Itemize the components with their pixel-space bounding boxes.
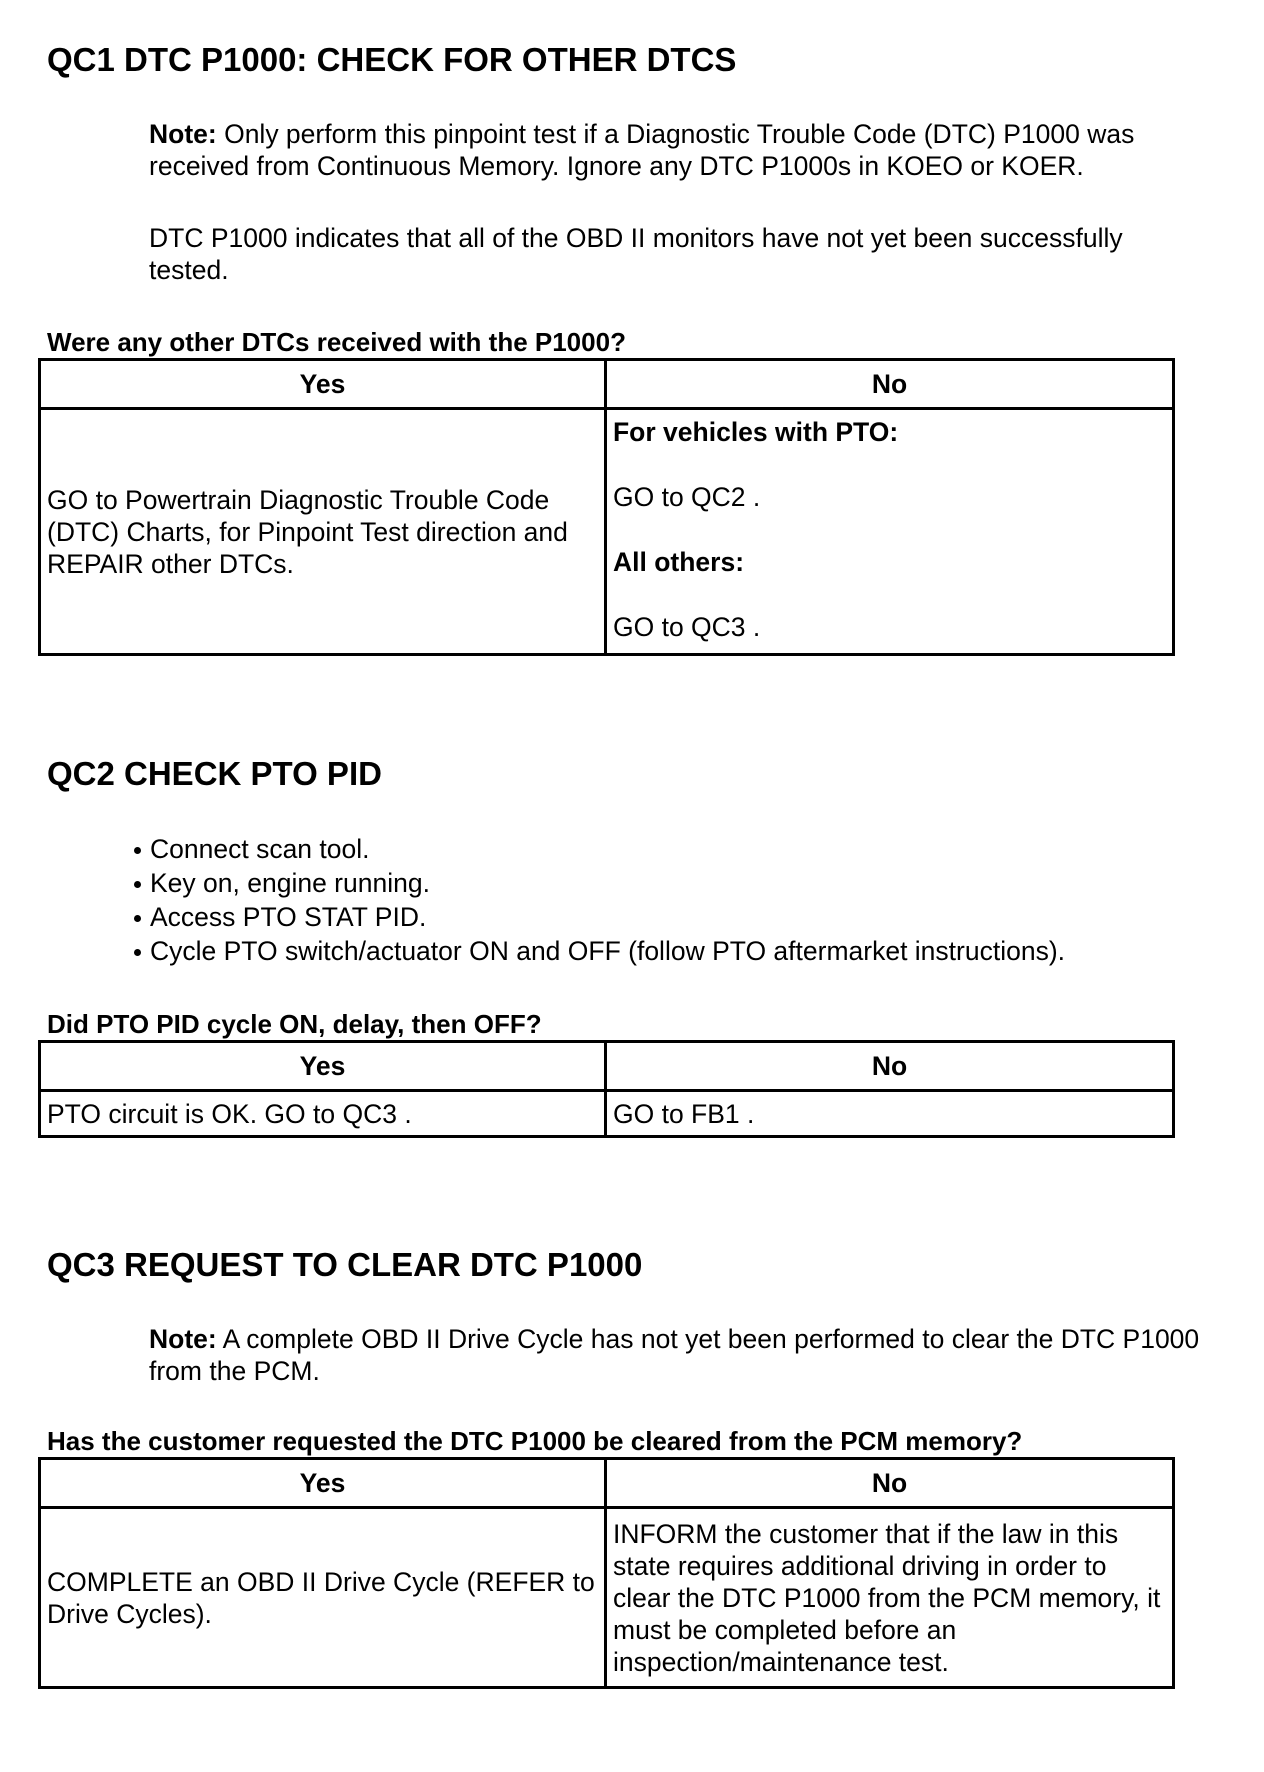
qc2-question: Did PTO PID cycle ON, delay, then OFF? [47, 1009, 542, 1039]
qc2-heading: QC2 CHECK PTO PID [47, 755, 382, 792]
qc2-bullet-list [130, 832, 1065, 968]
qc3-note-text: A complete OBD II Drive Cycle has not yet been performed to clear the DTC P1000 from the PCM. [149, 1324, 1200, 1386]
qc1-yes-header: Yes [40, 360, 606, 409]
qc1-yes-cell: GO to Powertrain Diagnostic Trouble Code (DTC) Charts, for Pinpoint Test direction and REPAIR other DTCs. [40, 409, 606, 655]
qc1-no-header: No [606, 360, 1174, 409]
list-item: Key on, engine running. [130, 866, 1065, 900]
list-item: Access PTO STAT PID. [130, 900, 1065, 934]
list-item: Connect scan tool. [130, 832, 1065, 866]
qc3-heading: QC3 REQUEST TO CLEAR DTC P1000 [47, 1246, 643, 1283]
qc1-note-label: Note: [149, 119, 217, 149]
qc3-question: Has the customer requested the DTC P1000 be cleared from the PCM memory? [47, 1426, 1023, 1456]
qc1-decision-table [38, 358, 1175, 656]
qc1-heading: QC1 DTC P1000: CHECK FOR OTHER DTCS [47, 41, 737, 78]
qc2-yes-cell: PTO circuit is OK. GO to QC3 . [40, 1091, 606, 1137]
qc2-yes-header: Yes [40, 1042, 606, 1091]
qc3-note [149, 1323, 1209, 1387]
qc1-question: Were any other DTCs received with the P1000? [47, 327, 626, 357]
qc3-note-label: Note: [149, 1324, 217, 1354]
qc3-yes-header: Yes [40, 1459, 606, 1508]
qc1-no-cell [606, 409, 1174, 655]
qc2-no-header: No [606, 1042, 1174, 1091]
qc1-no-others-label: All others: [613, 547, 745, 577]
qc3-yes-cell: COMPLETE an OBD II Drive Cycle (REFER to Drive Cycles). [40, 1508, 606, 1688]
qc1-no-others-action: GO to QC3 . [613, 612, 761, 642]
qc1-note-text: Only perform this pinpoint test if a Diagnostic Trouble Code (DTC) P1000 was received from Continuous Memory. Ignore any DTC P1000s in KOEO or KOER. [149, 119, 1135, 181]
qc1-no-pto-action: GO to QC2 . [613, 482, 761, 512]
qc3-no-cell: INFORM the customer that if the law in this state requires additional driving in order to clear the DTC P1000 from the PCM memory, it must be completed before an inspection/maintenance test. [606, 1508, 1174, 1688]
qc2-decision-table [38, 1040, 1175, 1138]
qc3-no-header: No [606, 1459, 1174, 1508]
qc1-no-pto-label: For vehicles with PTO: [613, 417, 899, 447]
qc1-description: DTC P1000 indicates that all of the OBD II monitors have not yet been successfully tested. [149, 223, 1123, 285]
qc1-note [149, 118, 1219, 182]
qc3-decision-table [38, 1457, 1175, 1689]
list-item: Cycle PTO switch/actuator ON and OFF (follow PTO aftermarket instructions). [130, 934, 1065, 968]
qc2-no-cell: GO to FB1 . [606, 1091, 1174, 1137]
